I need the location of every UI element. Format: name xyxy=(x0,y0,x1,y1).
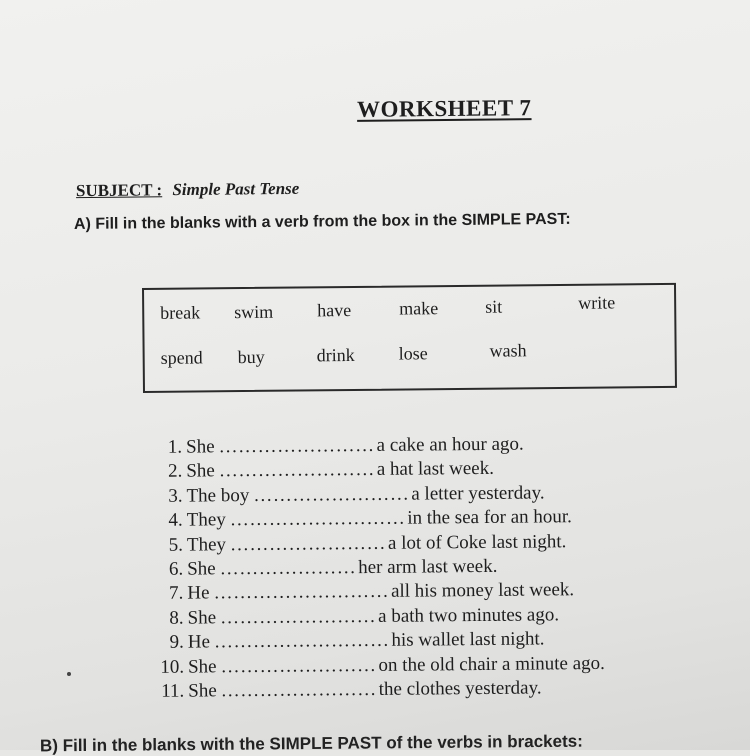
word-box-item: break xyxy=(160,302,201,323)
exercise-rest: a letter yesterday. xyxy=(411,482,545,505)
exercise-subject: She xyxy=(187,607,217,629)
word-box-item: make xyxy=(399,298,439,319)
exercise-item xyxy=(140,676,605,704)
exercise-blank: …………………… xyxy=(229,532,387,555)
subject-line xyxy=(76,179,299,201)
exercise-rest: his wallet last night. xyxy=(391,628,545,652)
exercise-rest: a lot of Coke last night. xyxy=(387,530,567,554)
exercise-blank: …………………… xyxy=(253,483,410,506)
word-box-item: lose xyxy=(398,343,428,364)
exercise-item xyxy=(139,530,604,558)
word-box-item: have xyxy=(317,299,352,321)
exercise-blank: …………………… xyxy=(220,678,377,702)
exercise-rest: a bath two minutes ago. xyxy=(377,604,560,627)
exercise-blank: ……………………… xyxy=(229,507,406,531)
exercise-blank: ……………………… xyxy=(213,581,390,604)
word-box-item: write xyxy=(578,292,616,313)
exercise-subject: He xyxy=(187,582,210,605)
exercise-subject: She xyxy=(187,655,217,678)
exercise-rest: the clothes yesterday. xyxy=(378,677,542,700)
page-title: WORKSHEET 7 xyxy=(356,95,532,122)
exercise-subject: She xyxy=(186,436,215,458)
exercise-number: 6. xyxy=(168,558,184,580)
exercise-number: 10. xyxy=(160,656,185,678)
word-box-item: wash xyxy=(489,340,527,361)
verb-word-box xyxy=(142,283,677,393)
exercise-list xyxy=(138,432,605,705)
exercise-rest: a cake an hour ago. xyxy=(376,433,524,456)
exercise-blank: ……………………… xyxy=(213,630,390,653)
exercise-blank: ………………… xyxy=(219,557,357,580)
word-box-item: swim xyxy=(234,301,274,323)
exercise-number: 9. xyxy=(169,631,184,653)
section-b-instruction: B) Fill in the blanks with the SIMPLE PAST of the verbs in brackets: xyxy=(39,731,583,756)
exercise-number: 1. xyxy=(167,436,183,458)
exercise-number: 4. xyxy=(168,509,183,531)
exercise-rest: her arm last week. xyxy=(358,555,498,579)
exercise-subject: She xyxy=(188,680,217,702)
exercise-number: 5. xyxy=(168,534,184,556)
exercise-subject: She xyxy=(186,460,215,482)
exercise-subject: She xyxy=(187,558,216,580)
exercise-number: 2. xyxy=(167,461,183,483)
exercise-blank: …………………… xyxy=(218,459,375,482)
exercise-blank: …………………… xyxy=(219,605,377,629)
margin-dot xyxy=(67,672,71,676)
word-box-item: buy xyxy=(237,346,265,368)
subject-value: Simple Past Tense xyxy=(172,178,300,200)
section-a-instruction: A) Fill in the blanks with a verb from the box in the SIMPLE PAST: xyxy=(73,210,571,233)
word-box-item: spend xyxy=(160,347,203,368)
exercise-number: 8. xyxy=(169,607,184,629)
exercise-subject: They xyxy=(186,509,226,531)
exercise-rest: in the sea for an hour. xyxy=(407,506,572,529)
exercise-rest: on the old chair a minute ago. xyxy=(378,652,605,676)
exercise-blank: …………………… xyxy=(220,654,377,677)
exercise-blank: …………………… xyxy=(218,434,375,458)
bleed-through-text xyxy=(0,0,750,30)
word-box-item: sit xyxy=(485,296,503,317)
subject-label: SUBJECT : xyxy=(75,180,163,201)
exercise-number: 7. xyxy=(169,583,184,605)
exercise-number: 3. xyxy=(168,485,183,507)
exercise-subject: They xyxy=(186,533,227,556)
exercise-subject: The boy xyxy=(186,484,250,507)
exercise-subject: He xyxy=(187,631,211,653)
exercise-number: 11. xyxy=(161,680,185,702)
word-box-item: drink xyxy=(316,344,355,366)
exercise-rest: a hat last week. xyxy=(376,458,495,481)
exercise-rest: all his money last week. xyxy=(390,579,575,603)
